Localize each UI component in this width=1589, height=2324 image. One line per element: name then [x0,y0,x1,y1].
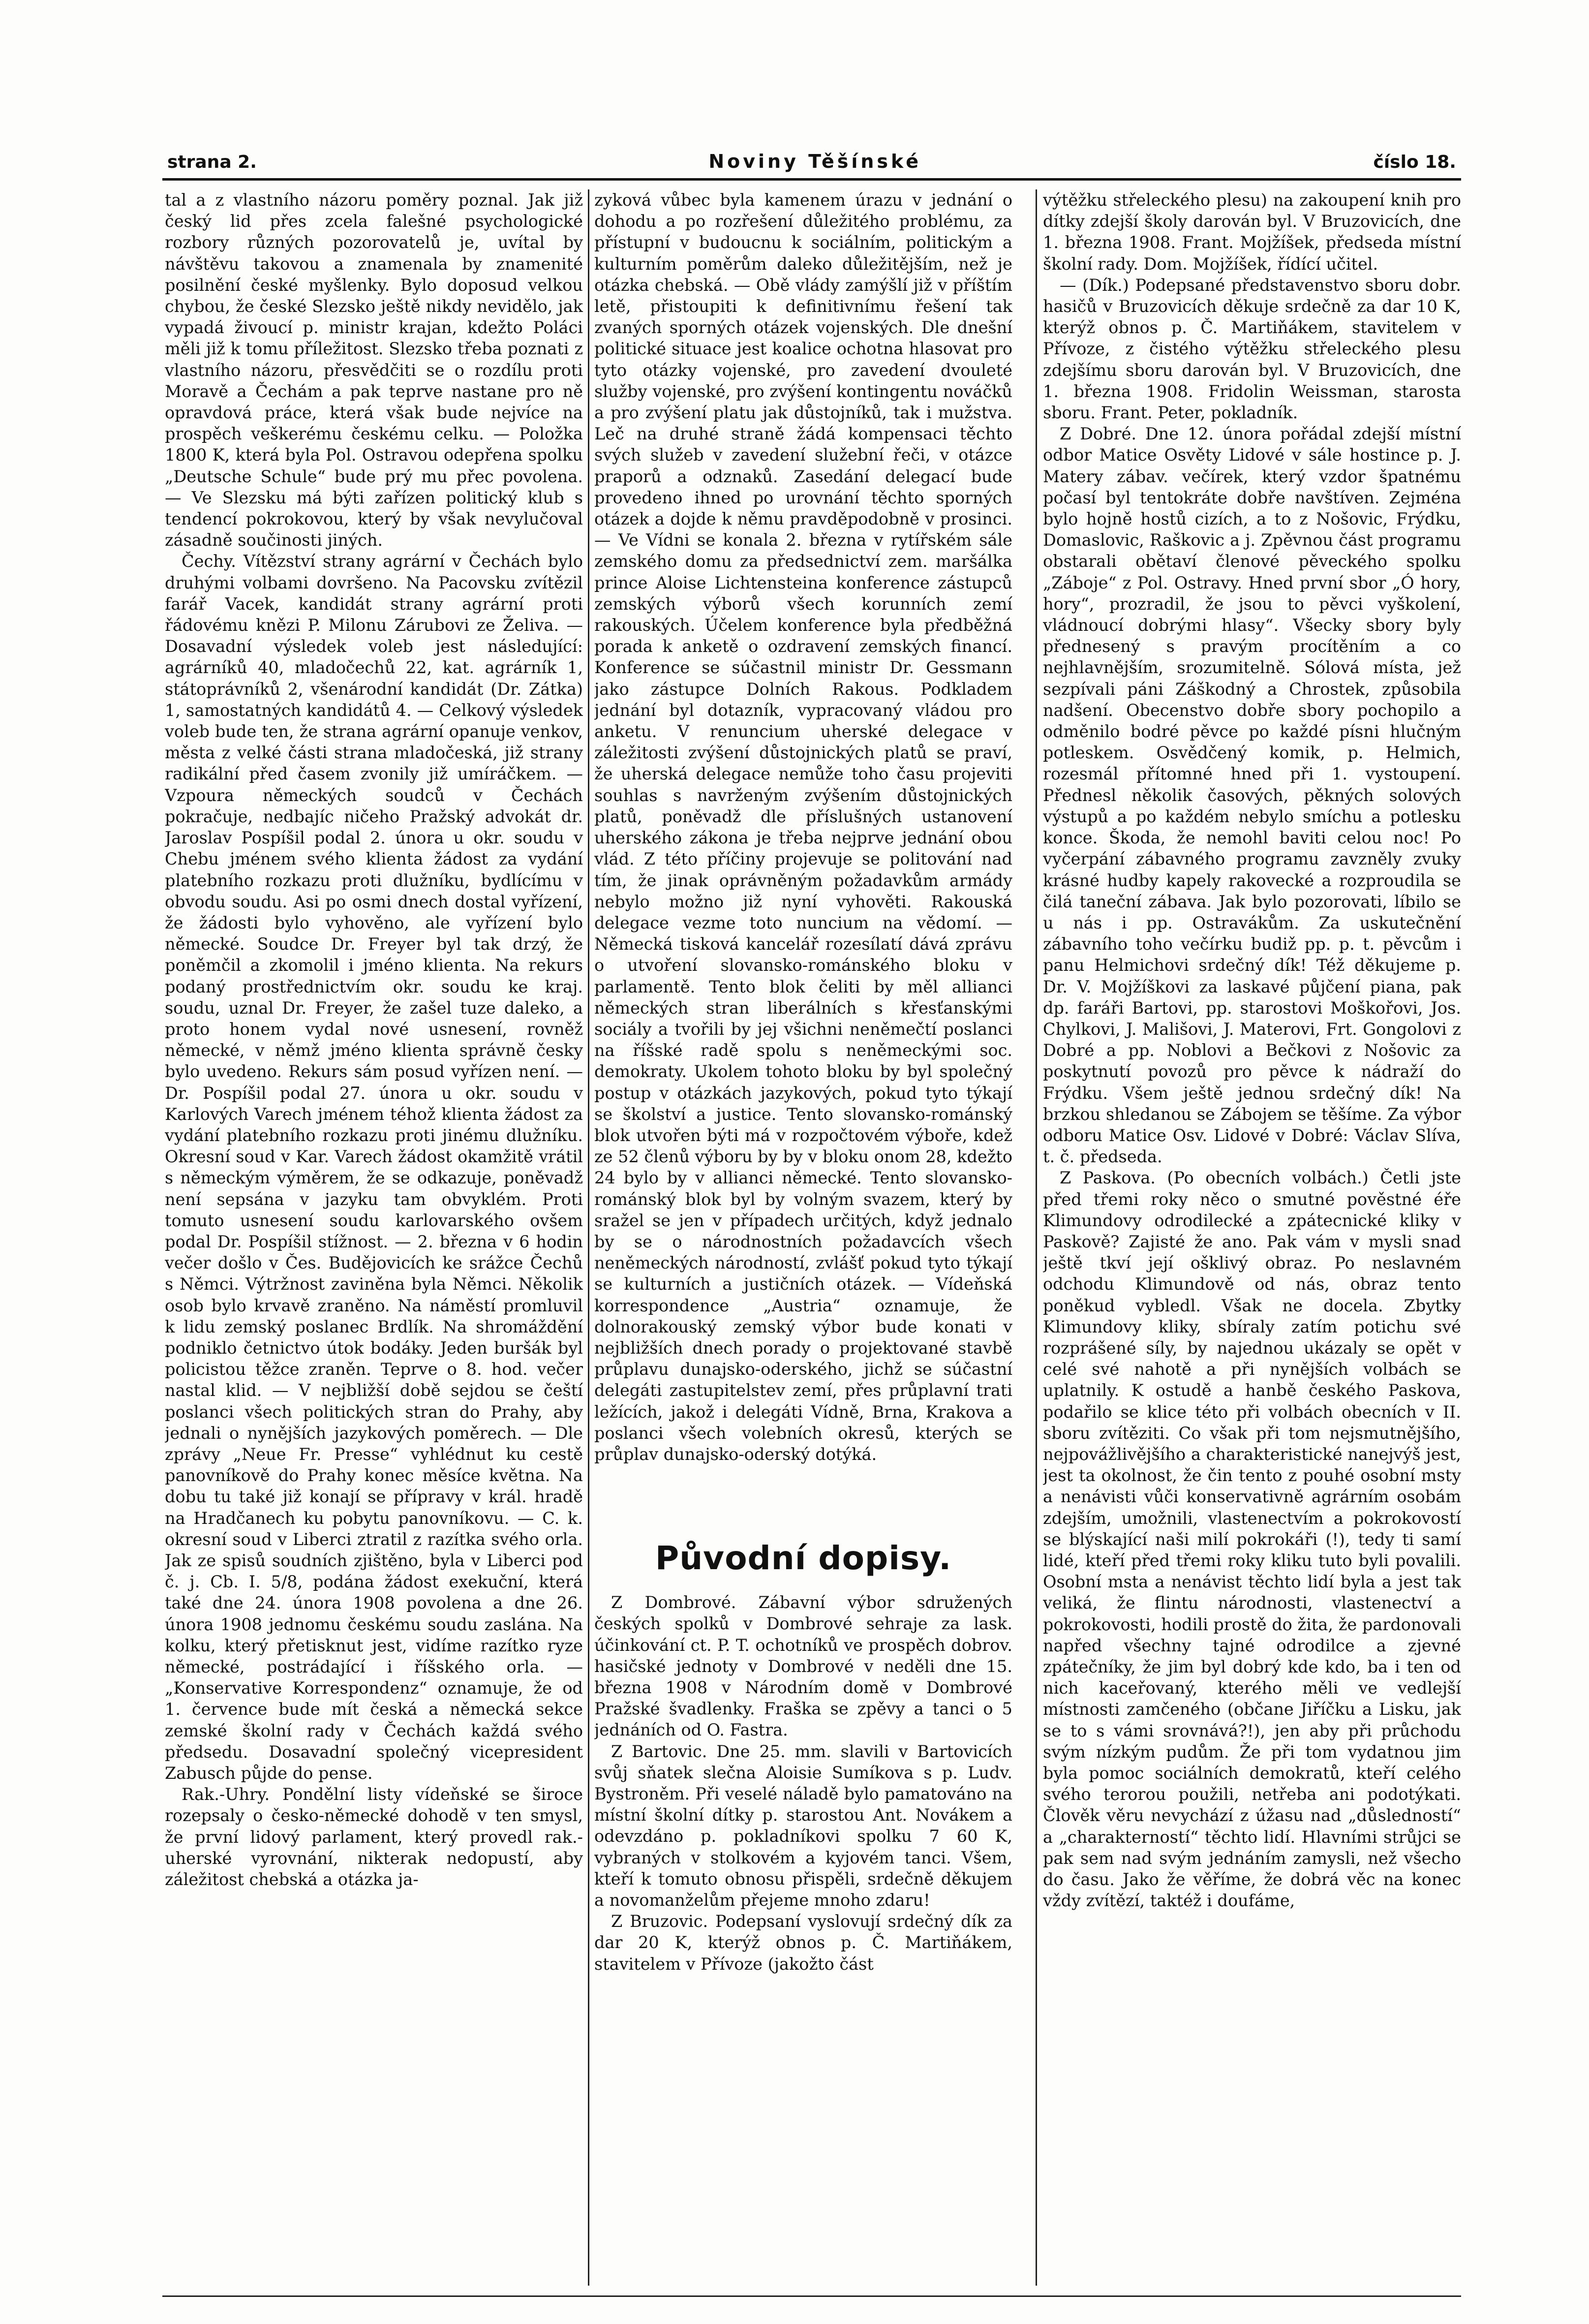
column-1 [165,189,583,2286]
column-divider-1 [588,189,589,2286]
article-paragraph: výtěžku střeleckého plesu) na zakoupení knih pro dítky zdejší školy darován byl. V Bruzovicích, dne 1. března 1908. Frant. Mojžíšek, předseda místní školní rady. Dom. Mojžíšek, řídící učitel. [1043,190,1461,274]
article-paragraph: Rak.-Uhry. Pondělní listy vídeňské se široce rozepsaly o česko-německé dohodě v ten smysl, že první lidový parlament, který provedl rak.-uherské vyrovnání, nikterak nedopustí, aby záležitost chebská a otázka ja- [165,1785,583,1890]
article-paragraph: Z Dobré. Dne 12. února pořádal zdejší místní odbor Matice Osvěty Lidové v sále hostince p. J. Matery zábav. večírek, který vzdor špatnému počasí byl tentokráte dobře navštíven. Zejména bylo hojně hostů cizích, a to z Nošovic, Frýdku, Domaslovic, Raškovic a j. Zpěvnou část programu obstarali obětaví členové pěveckého spolku „Záboje“ z Pol. Ostravy. Hned první sbor „Ó hory, hory“, prozradil, že jsou to pěvci vyškolení, vládnoucí dobrými hlasy“. Všecky sbory byly přednesený s pravým procítěním a co nejhlavnějším, srozumitelně. Sólová místa, jež sezpívali páni Záškodný a Chrostek, způsobila nadšení. Obecenstvo dobře sbory pochopilo a odměnilo bodré pěvce po každé písni hlučným potleskem. Osvědčený komik, p. Helmich, rozesmál přítomné hned při 1. vystoupení. Přednesl několik časových, pěkných solových výstupů a po každém nebylo smíchu a potlesku konce. Škoda, že nemohl baviti celou noc! Po vyčerpání zábavného programu zavzněly zvuky krásné hudby kapely rakovecké a rozproudila se čilá taneční zábava. Jak bylo pozorovati, líbilo se u nás i pp. Ostravákům. Za uskutečnění zábavního toho večírku budiž pp. p. t. pěvcům i panu Helmichovi srdečný dík! Též děkujeme p. Dr. V. Mojžíškovi za laskavé půjčení piana, pak dp. faráři Bartovi, pp. starostovi Moškořovi, Jos. Chylkovi, J. Mališovi, J. Materovi, Frt. Gongolovi z Dobré a pp. Noblovi a Bečkovi z Nošovic za poskytnutí povozů pro pěvce k nádraží do Frýdku. Všem ještě jednou srdečný dík! Na brzkou shledanou se Zábojem se těšíme. Za výbor odboru Matice Osv. Lidové v Dobré: Václav Slíva, t. č. předseda. [1043,424,1461,1167]
article-paragraph: Z Bruzovic. Podepsaní vyslovují srdečný dík za dar 20 K, kterýž obnos p. Č. Martiňákem, stavitelem v Přívoze (jakožto část [594,1912,1012,1974]
page-number: strana 2. [167,152,257,172]
section-heading: Původní dopisy. [655,1539,952,1578]
footer-rule [162,2295,1461,2297]
column-3 [1043,189,1461,2286]
article-paragraph: Z Bartovic. Dne 25. mm. slavili v Bartovicích svůj sňatek slečna Aloisie Sumíkova s p. Ludv. Bystroněm. Při veselé náladě bylo pamatováno na místní školní dítky p. starostou Ant. Novákem a odevzdáno p. pokladníkovi spolku 7 60 K, vybraných v stolkovém a kyjovém tanci. Všem, kteří k tomuto obnosu přispěli, srdečně děkujem a novomanželům přejeme mnoho zdaru! [594,1741,1012,1910]
column-divider-2 [1036,189,1037,2286]
page-header [167,143,1456,172]
article-paragraph: Z Dombrové. Zábavní výbor sdružených českých spolků v Dombrové sehraje za lask. účinkování ct. P. T. ochotníků ve prospěch dobrov. hasičské jednoty v Dombrové v neděli dne 15. března 1908 v Národním domě v Dombrové Pražské švadlenky. Fraška se zpěvy a tanci o 5 jednáních od O. Fastra. [594,1593,1012,1740]
header-rule [162,178,1461,181]
article-paragraph: Čechy. Vítězství strany agrární v Čechách bylo druhými volbami dovršeno. Na Pacovsku zvítězil farář Vacek, kandidát strany agrární proti řádovému knězi P. Milonu Zárubovi ze Želiva. — Dosavadní výsledek voleb jest následující: agrárníků 40, mladočechů 22, kat. agrárník 1, státoprávníků 2, všenárodní kandidát (Dr. Zátka) 1, samostatných kandidátů 4. — Celkový výsledek voleb bude ten, že strana agrární opanuje venkov, města z velké části strana mladočeská, již strany radikální před časem zvonily již umíráčkem. — Vzpoura německých soudců v Čechách pokračuje, nedbajíc ničeho Pražský advokát dr. Jaroslav Pospíšil podal 2. února u okr. soudu v Chebu jménem svého klienta žádost za vydání platebního rozkazu proti dlužníku, bydlícímu v obvodu soudu. Asi po osmi dnech dostal vyřízení, že žádosti bylo vyhověno, ale vyřízení bylo německé. Soudce Dr. Freyer byl tak drzý, že poněmčil a zkomolil i jméno klienta. Na rekurs podaný prostřednictvím okr. soudu ke kraj. soudu, uznal Dr. Freyer, že zašel tuze daleko, a proto honem vydal nové usnesení, rovněž německé, v němž jméno klienta správně česky bylo uvedeno. Rekurs sám posud vyřízen není. — Dr. Pospíšil podal 27. února u okr. soudu v Karlových Varech jménem téhož klienta žádost za vydání platebního rozkazu proti jinému dlužníku. Okresní soud v Kar. Varech žádost okamžitě vrátil s německým výměrem, že se odkazuje, poněvadž není sepsána v jazyku tam obvyklém. Proti tomuto usnesení soudu karlovarského ovšem podal Dr. Pospíšil stížnost. — 2. března v 6 hodin večer došlo v Čes. Budějovicích ke srážce Čechů s Němci. Výtržnost zaviněna byla Němci. Několik osob bylo krvavě zraněno. Na náměstí promluvil k lidu zemský poslanec Brdlík. Na shromáždění podniklo četnictvo útok bodáky. Jeden buršák byl policistou těžce zraněn. Teprve o 8. hod. večer nastal klid. — V nejbližší době sejdou se čeští poslanci všech politických stran do Prahy, aby jednali o nynějších jazykových poměrech. — Dle zprávy „Neue Fr. Presse“ vyhlédnut ku cestě panovníkově do Prahy konec měsíce května. Na dobu tu také již konají se přípravy v král. hradě na Hradčanech ku pobytu panovníkovu. — C. k. okresní soud v Liberci ztratil z razítka svého orla. Jak ze spisů soudních zjištěno, byla v Liberci pod č. j. Cb. I. 5/8, podána žádost exekuční, která také dne 24. února 1908 povolena a dne 26. února 1908 jednomu českému soudu zaslána. Na kolku, který přetisknut jest, vidíme razítko ryze německé, postrádající i říšského orla. — „Konservative Korrespondenz“ oznamuje, že od 1. července bude mít česká a německá sekce zemské školní rady v Čechách každá svého předsedu. Dosavadní společný vicepresident Zabusch půjde do pense. [165,552,583,1783]
masthead-title: Noviny Těšínské [708,151,922,172]
issue-number: číslo 18. [1373,152,1456,172]
article-paragraph: zyková vůbec byla kamenem úrazu v jednání o dohodu a po rozřešení důležitého problému, za přístupní v budoucnu k sociálním, politickým a kulturním poměrům daleko důležitějším, než je otázka chebská. — Obě vlády zamýšlí již v příštím letě, přistoupiti k definitivnímu řešení tak zvaných sporných otázek vojenských. Dle dnešní politické situace jest koalice ochotna hlasovat pro tyto otázky vojenské, pro zavedení dvouleté služby vojenské, pro zvýšení kontingentu nováčků a pro zvýšení platu jak důstojníků, tak i mužstva. Leč na druhé straně žádá kompensaci těchto svých služeb v zavedení služební řeči, v otázce praporů a odznaků. Zasedání delegací bude provedeno ihned po urovnání těchto sporných otázek a dojde k němu pravděpodobně v prosinci. — Ve Vídni se konala 2. března v rytířském sále zemského domu za předsednictví zem. maršálka prince Aloise Lichtensteina konference zástupců zemských výborů všech korunních zemí rakouských. Účelem konference byla předběžná porada k anketě o ozdravení zemských financí. Konference se súčastnil ministr Dr. Gessmann jako zástupce Dolních Rakous. Podkladem jednání byl dotazník, vypracovaný vládou pro anketu. V renuncium uherské delegace v záležitosti zvýšení důstojnických platů se praví, že uherská delegace nemůže toho času projeviti souhlas s navrženým zvýšením důstojnických platů, poněvadž dle příslušných ustanovení uherského zákona je třeba nejprve jednání obou vlád. Z této příčiny projevuje se politování nad tím, že jinak oprávněným požadavkům armády nebylo možno již nyní vyhověti. Rakouská delegace vezme toto nuncium na vědomí. — Německá tisková kancelář rozesílatí dává zprávu o utvoření slovansko-románského bloku v parlamentě. Tento blok čeliti by měl allianci německých stran liberálních s křesťanskými sociály a tvořili by jej všichni neněmečtí poslanci na říšské radě spolu s neněmeckými soc. demokraty. Ukolem tohoto bloku by byl společný postup v otázkách jazykových, pokud tyto týkají se školství a justice. Tento slovansko-románský blok utvořen býti má v rozpočtovém výboře, kdež ze 52 členů výboru by by v bloku onom 28, kdežto 24 bylo by v allianci německé. Tento slovansko-románský blok byl by volným svazem, který by sražel se jen v případech určitých, když jednalo by se o národnostních požadavcích všech neněmeckých národností, zvlášť pokud tyto týkají se kulturních a justičních otázek. — Vídeňská korrespondence „Austria“ oznamuje, že dolnorakouský zemský výbor bude konati v nejbližších dnech porady o projektované stavbě průplavu dunajsko-oderského, jichž se súčastní delegáti zastupitelstev zemí, přes průplavní trati ležících, jakož i delegáti Vídně, Brna, Krakova a poslanci všech volebních okresů, kterých se průplav dunajsko-oderský dotýká. [594,190,1012,1464]
article-paragraph: Z Paskova. (Po obecních volbách.) Četli jste před třemi roky něco o smutné pověstné éře Klimundovy odrodilecké a zpátecnické kliky v Paskově? Zajisté že ano. Pak vám v mysli snad ještě tkví její ošklivý obraz. Po neslavném odchodu Klimundově od nás, obraz tento poněkud vybledl. Však ne docela. Zbytky Klimundovy kliky, sbíraly zatím potichu své rozprášené síly, by najednou ukázaly se opět v celé své nahotě a při nynějších volbách se uplatnily. K ostudě a hanbě českého Paskova, podařilo se klice této při volbách obecních v II. sboru zvítěziti. Co však při tom nejsmutnějšího, nejpovážlivějšího a charakteristické nanejvýš jest, jest ta okolnost, že čin tento z pouhé osobní msty a nenávisti vůči konservativně agrárním osobám zdejším, umožnili, vlastenectvím a pokrokovostí se blýskající naši milí pokrokáři (!), tedy ti samí lidé, kteří před třemi roky kliku tuto byli povalili. Osobní msta a nenávist těchto lidí byla a jest tak veliká, že flintu národnosti, vlastenectví a pokrokovosti, hodili prostě do žita, že pardonovali napřed všechny tajné odrodilce a zjevné zpátečníky, že jim byl dobrý kde kdo, ba i ten od nich kaceřovaný, kterého měli ve vedlejší místnosti zamčeného (občane Jiříčku a Lisku, jak se to s vámi srovnává?!), jen aby při průchodu svým nízkým pudům. Že při tom vydatnou jim byla pomoc sociálních demokratů, kteří celého svého terorou použili, netřeba ani podotýkati. Člověk věru nevychází z úžasu nad „důsledností“ a „charakterností“ těchto lidí. Hlavními strůjci se pak sem nad svým jednáním zamysli, než všecho do času. Jako že věříme, že dobrá věc na konec vždy zvítězí, taktéž i doufáme, [1043,1168,1461,1911]
article-paragraph: tal a z vlastního názoru poměry poznal. Jak již český lid přes zcela falešné psychologické rozbory různých pozorovatelů je, uvítal by návštěvu takovou a znamenala by znamenité posilnění české myšlenky. Bylo doposud velkou chybou, že české Slezsko ještě nikdy nevidělo, jak vypadá živoucí p. ministr krajan, kdežto Poláci měli již k tomu příležitost. Slezsko třeba poznati z vlastního názoru, přesvědčiti se o rozdílu proti Moravě a Čechám a pak teprve nastane pro ně opravdová práce, která však bude nejvíce na prospěch veškerému českému celku. — Položka 1800 K, která byla Pol. Ostravou odepřena spolku „Deutsche Schule“ bude prý mu přec povolena. — Ve Slezsku má býti zařízen politický klub s tendencí pokrokovou, který by však nevylučoval zásadně součinosti jiných. [165,190,583,550]
article-paragraph: — (Dík.) Podepsané představenstvo sboru dobr. hasičů v Bruzovicích děkuje srdečně za dar 10 K, kterýž obnos p. Č. Martiňákem, stavitelem v Přívoze, z čistého výtěžku střeleckého plesu zdejšímu sboru darován byl. V Bruzovicích, dne 1. března 1908. Fridolin Weissman, starosta sboru. Frant. Peter, pokladník. [1043,275,1461,423]
column-2 [594,189,1012,2286]
